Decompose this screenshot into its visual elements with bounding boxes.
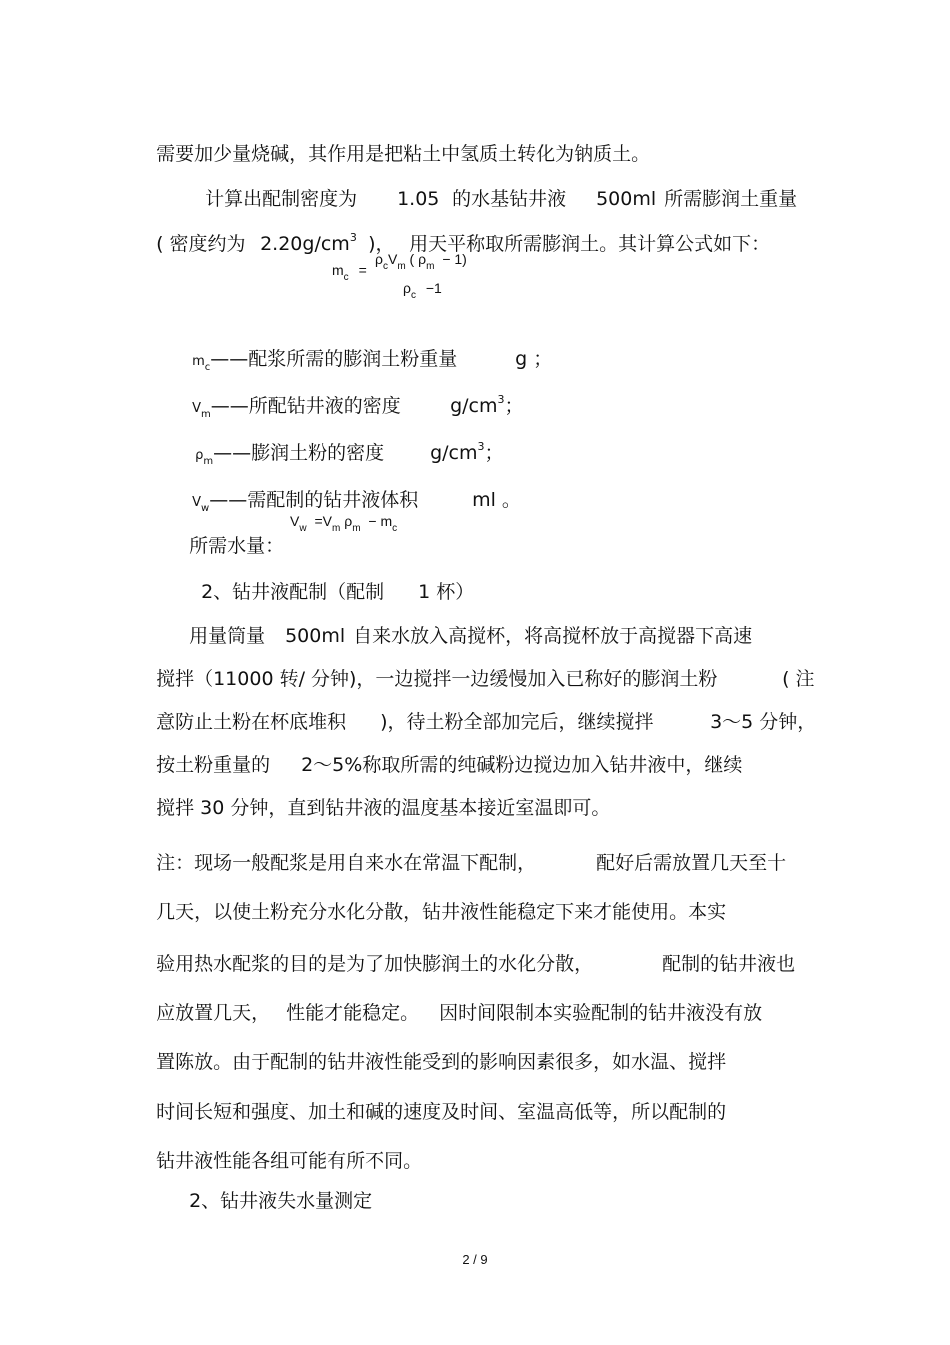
formula-equals: = bbox=[358, 262, 367, 278]
subscript: w bbox=[201, 503, 210, 514]
text: 几天，以使土粉充分水化分散，钻井液性能稳定下来才能使用。本实 bbox=[156, 901, 727, 923]
paragraph-line bbox=[584, 163, 656, 211]
text: 意防止土粉在杯底堆积 bbox=[156, 711, 347, 733]
text: ml 。 bbox=[472, 489, 521, 511]
text: 性能才能稳定。 bbox=[286, 1002, 420, 1024]
heading-text: 2、钻井液失水量测定 bbox=[189, 1190, 373, 1212]
formula-numerator bbox=[375, 251, 467, 272]
formula-symbol: V bbox=[290, 513, 300, 529]
paragraph-line bbox=[273, 600, 345, 648]
text: ( 注 bbox=[782, 668, 815, 690]
paragraph-line bbox=[356, 208, 395, 256]
text: )，待土粉全部加完后，继续搅拌 bbox=[380, 711, 654, 733]
formula-text: − m bbox=[368, 513, 393, 529]
formula-lhs bbox=[332, 262, 367, 283]
heading-text: 1 杯） bbox=[418, 581, 475, 603]
formula-symbol: ρ bbox=[418, 251, 427, 267]
paragraph-line bbox=[177, 600, 265, 648]
paragraph-line bbox=[193, 163, 357, 211]
formula-text: − 1) bbox=[442, 251, 467, 267]
paragraph-line bbox=[440, 163, 566, 211]
subscript: m bbox=[201, 409, 211, 420]
paragraph-line bbox=[385, 163, 439, 211]
text: 因时间限制本实验配制的钻井液没有放 bbox=[439, 1002, 763, 1024]
text: 置陈放。由于配制的钻井液性能受到的影响因素很多，如水温、搅拌 bbox=[156, 1051, 727, 1073]
formula-symbol: ρ bbox=[375, 251, 383, 267]
formula-denominator bbox=[403, 280, 442, 301]
note-line bbox=[144, 977, 270, 1025]
paragraph-line bbox=[144, 643, 717, 691]
note-line bbox=[427, 977, 762, 1025]
text: 验用热水配浆的目的是为了加快膨润土的水化分散， bbox=[156, 953, 594, 975]
note-line bbox=[144, 827, 536, 875]
text: 所需膨润土重量 bbox=[664, 188, 798, 210]
paragraph-line bbox=[144, 729, 270, 777]
definition-line bbox=[180, 464, 418, 516]
superscript: 3 bbox=[497, 393, 505, 406]
formula-text: =V bbox=[314, 513, 332, 529]
note-line bbox=[144, 1076, 726, 1124]
text: )， bbox=[368, 233, 395, 255]
text: 用量筒量 bbox=[189, 625, 266, 647]
text: 500ml bbox=[285, 625, 346, 647]
text: 按土粉重量的 bbox=[156, 754, 271, 776]
text: g ； bbox=[515, 348, 553, 370]
paragraph-line bbox=[368, 686, 654, 734]
subscript: c bbox=[204, 362, 211, 373]
subscript: m bbox=[203, 456, 214, 467]
note-line bbox=[274, 977, 419, 1025]
text: ——需配制的钻井液体积 bbox=[209, 489, 419, 511]
label: 所需水量： bbox=[189, 535, 285, 557]
text: 用天平称取所需膨润土。其计算公式如下： bbox=[409, 233, 771, 255]
formula-symbol: V bbox=[387, 251, 398, 267]
text: 注：现场一般配浆是用自来水在常温下配制， bbox=[156, 852, 537, 874]
text: 钻井液性能各组可能有所不同。 bbox=[156, 1150, 423, 1172]
note-line bbox=[144, 1026, 726, 1074]
symbol: m bbox=[192, 354, 205, 369]
text: 搅拌（11000 转/ 分钟)，一边搅拌一边缓慢加入已称好的膨润土粉 bbox=[156, 668, 718, 690]
paragraph-line bbox=[144, 686, 346, 734]
text: 配好后需放置几天至十 bbox=[596, 852, 787, 874]
definition-unit bbox=[438, 370, 524, 421]
superscript: 3 bbox=[477, 440, 485, 453]
paragraph-line bbox=[341, 600, 752, 648]
paragraph-line bbox=[144, 118, 650, 166]
formula-subscript: w bbox=[299, 523, 307, 534]
heading-text: 2、钻井液配制（配制 bbox=[201, 581, 385, 603]
formula-subscript: c bbox=[410, 290, 416, 301]
formula-symbol: ρ bbox=[403, 280, 411, 296]
text: 1.05 bbox=[397, 188, 440, 210]
text: 自来水放入高搅杯，将高搅杯放于高搅器下高速 bbox=[353, 625, 753, 647]
paragraph-line bbox=[770, 643, 815, 691]
section-heading bbox=[177, 1165, 372, 1213]
definition-line bbox=[180, 370, 401, 422]
note-line bbox=[144, 876, 726, 924]
superscript: 3 bbox=[349, 231, 357, 244]
formula-paren: ( bbox=[409, 251, 415, 267]
text: ； bbox=[484, 442, 504, 464]
text: 2～5%称取所需的纯碱粉边搅边加入钻井液中，继续 bbox=[301, 754, 743, 776]
paragraph-line bbox=[248, 208, 357, 259]
note-line bbox=[144, 928, 593, 976]
note-line bbox=[584, 827, 786, 875]
formula-subscript: c bbox=[343, 272, 349, 283]
text: 应放置几天， bbox=[156, 1002, 271, 1024]
paragraph-line bbox=[698, 686, 816, 734]
text: 搅拌 30 分钟，直到钻井液的温度基本接近室温即可。 bbox=[156, 797, 611, 819]
text: 2.20g/cm bbox=[260, 233, 350, 255]
paragraph-line bbox=[289, 729, 742, 777]
definition-unit bbox=[503, 323, 552, 371]
paragraph-line bbox=[144, 772, 610, 820]
text: 3～5 分钟， bbox=[710, 711, 817, 733]
page-number: 2 / 9 bbox=[462, 1252, 488, 1267]
formula-symbol: ρ bbox=[344, 513, 353, 529]
symbol: ρ bbox=[195, 448, 204, 463]
text: 配制的钻井液也 bbox=[662, 953, 796, 975]
water-formula bbox=[290, 513, 398, 534]
text: ——配浆所需的膨润土粉重量 bbox=[210, 348, 458, 370]
text: ——膨润土粉的密度 bbox=[213, 442, 385, 464]
text: 需要加少量烧碱，其作用是把粘土中氢质土转化为钠质土。 bbox=[156, 143, 651, 165]
definition-unit bbox=[460, 464, 521, 512]
definition-line bbox=[183, 417, 384, 469]
formula-subscript: m bbox=[397, 261, 406, 272]
text: ( 密度约为 bbox=[156, 233, 246, 255]
text: 500ml bbox=[596, 188, 657, 210]
paragraph-line bbox=[652, 163, 797, 211]
water-formula-line bbox=[177, 510, 284, 558]
section-heading bbox=[406, 556, 474, 604]
formula-subscript: c bbox=[392, 523, 398, 534]
text: 计算出配制密度为 bbox=[205, 188, 358, 210]
formula-subscript: m bbox=[352, 523, 361, 534]
definition-line bbox=[180, 323, 457, 375]
note-line bbox=[650, 928, 795, 976]
text: 时间长短和强度、加土和碱的速度及时间、室温高低等，所以配制的 bbox=[156, 1101, 727, 1123]
formula-symbol: m bbox=[332, 262, 344, 278]
text: g/cm bbox=[450, 395, 498, 417]
definition-unit bbox=[418, 417, 504, 468]
text: ——所配钻井液的密度 bbox=[210, 395, 401, 417]
symbol: V bbox=[192, 495, 201, 510]
formula-subscript: m bbox=[331, 523, 341, 534]
paragraph-line bbox=[397, 208, 770, 256]
formula-text: −1 bbox=[425, 280, 442, 296]
symbol: V bbox=[192, 401, 201, 416]
text: ； bbox=[504, 395, 524, 417]
paragraph-line bbox=[144, 208, 246, 256]
formula-subscript: c bbox=[382, 261, 388, 272]
formula-subscript: m bbox=[426, 261, 435, 272]
text: 的水基钻井液 bbox=[452, 188, 567, 210]
text: g/cm bbox=[430, 442, 478, 464]
section-heading bbox=[189, 556, 384, 604]
